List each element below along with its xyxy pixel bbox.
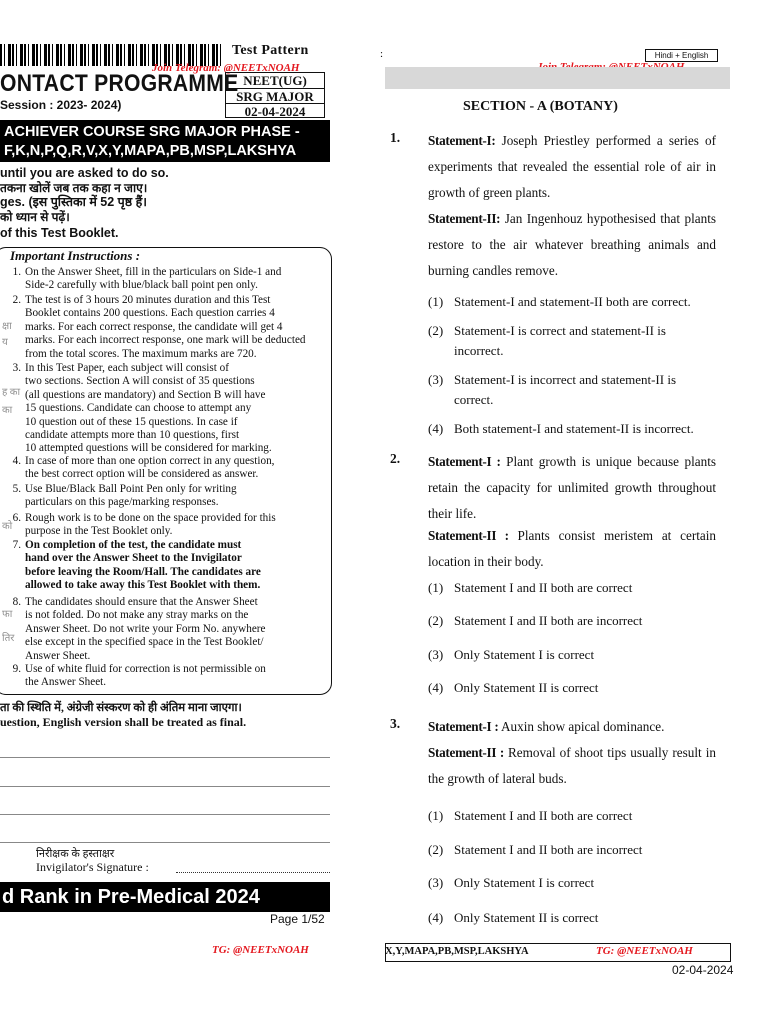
invigilator-signature-hindi: निरीक्षक के हस्ताक्षर	[36, 848, 115, 860]
instruction-line: Booklet contains 200 questions. Each question carries 4	[25, 307, 275, 320]
statement-label: Statement-II:	[428, 211, 501, 226]
statement-label: Statement-I :	[428, 454, 501, 469]
answer-option[interactable]	[428, 578, 716, 598]
answer-option[interactable]	[428, 370, 716, 410]
option-text: Statement I and II both are correct	[454, 808, 633, 823]
instruction-line: On the Answer Sheet, fill in the particulars on Side-1 and	[25, 266, 282, 278]
footer-course-text: X,Y,MAPA,PB,MSP,LAKSHYA	[385, 946, 529, 957]
option-number: (1)	[428, 294, 444, 309]
option-text: Statement-I is correct and statement-II is incorrect.	[454, 323, 666, 358]
edge-mark: :	[380, 48, 384, 60]
instruction-number: 7.	[12, 539, 21, 551]
english-final-note: uestion, English version shall be treated as final.	[0, 715, 247, 729]
instruction-line: from the total scores. The maximum marks are 720.	[25, 347, 257, 360]
instruction-item	[12, 539, 261, 593]
instruction-item	[12, 663, 266, 690]
question-number: 3.	[390, 716, 401, 731]
answer-option[interactable]	[428, 611, 716, 631]
instruction-item	[12, 512, 276, 539]
statement-text: Plants consist meristem at certain location in their body.	[428, 528, 716, 569]
instruction-line: hand over the Answer Sheet to the Invigilator	[25, 552, 242, 565]
instruction-number: 9.	[12, 663, 21, 675]
instruction-line: 15 questions. Candidate can choose to attempt any	[25, 402, 252, 415]
instruction-number: 2.	[12, 294, 21, 306]
telegram-link-top-left[interactable]: Join Telegram: @NEETxNOAH	[152, 62, 300, 74]
test-pattern-label: Test Pattern	[232, 43, 309, 58]
top-instruction-4: को ध्यान से पढ़ें।	[0, 210, 70, 224]
option-text: Statement I and II both are incorrect	[454, 842, 643, 857]
instruction-line: the Answer Sheet.	[25, 676, 107, 689]
statement-two	[428, 523, 716, 575]
instruction-line: The candidates should ensure that the Answer Sheet	[25, 596, 258, 608]
instruction-item	[12, 294, 306, 361]
instruction-line: before leaving the Room/Hall. The candidates are	[25, 565, 261, 578]
instruction-line: candidate attempts more than 10 questions, first	[25, 429, 240, 442]
instruction-line: Use of white fluid for correction is not permissible on	[25, 663, 266, 675]
option-text: Both statement-I and statement-II is incorrect.	[454, 421, 694, 436]
instruction-line: is not folded. Do not make any stray marks on the	[25, 609, 249, 622]
option-text: Only Statement II is correct	[454, 680, 599, 695]
question-number: 1.	[390, 130, 401, 145]
instruction-item	[12, 483, 237, 510]
statement-text: Removal of shoot tips usually result in the growth of lateral buds.	[428, 745, 716, 786]
instruction-line: marks. For each correct response, the candidate will get 4	[25, 320, 283, 333]
course-banner	[0, 120, 330, 162]
instruction-item	[12, 362, 272, 456]
language-tag: Hindi + English	[645, 49, 718, 62]
instruction-number: 1.	[12, 266, 21, 278]
instruction-line: Answer Sheet. Do not write your Form No. anywhere	[25, 622, 266, 635]
answer-option[interactable]	[428, 873, 716, 893]
instruction-line: On completion of the test, the candidate must	[25, 539, 242, 551]
bleed-through-mark: तिर	[2, 633, 15, 644]
statement-label: Statement-II :	[428, 745, 504, 760]
rank-banner: d Rank in Pre-Medical 2024	[0, 882, 330, 912]
instruction-line: In case of more than one option correct in any question,	[25, 455, 275, 467]
bleed-through-mark: ह का	[2, 387, 21, 398]
option-number: (1)	[428, 580, 444, 595]
instruction-line: (all questions are mandatory) and Section B will have	[25, 388, 266, 401]
option-text: Only Statement I is correct	[454, 875, 595, 890]
instruction-line: particulars on this page/marking responses.	[25, 496, 219, 509]
header-bar	[385, 67, 730, 89]
option-number: (3)	[428, 875, 444, 890]
option-number: (2)	[428, 613, 444, 628]
bleed-through-mark: का	[2, 405, 13, 416]
top-instruction-3: ges. (इस पुस्तिका में 52 पृष्ठ हैं।	[0, 195, 147, 209]
option-number: (2)	[428, 842, 444, 857]
hindi-final-note: ता की स्थिति में, अंग्रेजी संस्करण को ही अंतिम माना जाएगा।	[0, 702, 242, 714]
statement-label: Statement-I :	[428, 719, 499, 734]
statement-text: Jan Ingenhouz hypothesised that plants restore to the air whatever breathing animals and burning candles remove.	[428, 211, 716, 278]
bleed-through-mark: य	[2, 337, 8, 348]
instruction-line: In this Test Paper, each subject will consist of	[25, 362, 229, 374]
statement-one	[428, 449, 716, 527]
exam-name: NEET(UG)	[226, 73, 324, 89]
form-line	[0, 814, 330, 815]
course-line-1: ACHIEVER COURSE SRG MAJOR PHASE -	[4, 124, 300, 140]
form-line	[0, 757, 330, 758]
instruction-item	[12, 596, 266, 663]
statement-label: Statement-II :	[428, 528, 509, 543]
instructions-heading: Important Instructions :	[10, 248, 141, 263]
instruction-line: The test is of 3 hours 20 minutes duration and this Test	[25, 294, 271, 306]
option-number: (1)	[428, 808, 444, 823]
answer-option[interactable]	[428, 908, 716, 928]
option-number: (4)	[428, 680, 444, 695]
instruction-line: Rough work is to be done on the space provided for this	[25, 512, 276, 524]
statement-two	[428, 740, 716, 792]
instruction-number: 6.	[12, 512, 21, 524]
section-title: SECTION - A (BOTANY)	[463, 99, 618, 114]
instruction-line: 10 attempted questions will be considered for marking.	[25, 442, 272, 455]
statement-two	[428, 206, 716, 284]
instruction-item	[12, 266, 282, 293]
answer-option[interactable]	[428, 292, 716, 312]
exam-info-box	[225, 72, 325, 118]
instruction-line: two sections. Section A will consist of 35 questions	[25, 375, 255, 388]
instruction-line: Side-2 carefully with blue/black ball point pen only.	[25, 279, 258, 292]
question-number: 2.	[390, 451, 401, 466]
instruction-number: 5.	[12, 483, 21, 495]
top-instruction-1: until you are asked to do so.	[0, 166, 169, 180]
statement-text: Plant growth is unique because plants retain the capacity for unlimited growth throughout their life.	[428, 454, 716, 521]
statement-one	[428, 714, 716, 740]
instruction-line: marks. For each incorrect response, one mark will be deducted	[25, 334, 306, 347]
statement-text: Joseph Priestley performed a series of experiments that revealed the essential role of air in growth of green plants.	[428, 133, 716, 200]
signature-line[interactable]	[176, 872, 330, 873]
form-line	[0, 842, 330, 843]
option-number: (3)	[428, 372, 444, 387]
option-number: (4)	[428, 421, 444, 436]
bleed-through-mark: फा	[2, 609, 13, 620]
course-line-2: F,K,N,P,Q,R,V,X,Y,MAPA,PB,MSP,LAKSHYA	[4, 143, 297, 159]
statement-one	[428, 128, 716, 206]
exam-type: SRG MAJOR	[226, 89, 324, 105]
exam-date: 02-04-2024	[244, 104, 306, 120]
option-text: Only Statement I is correct	[454, 647, 595, 662]
instruction-number: 3.	[12, 362, 21, 374]
instruction-line: Use Blue/Black Ball Point Pen only for writing	[25, 483, 237, 495]
session-label: Session : 2023- 2024)	[0, 98, 122, 112]
option-text: Statement I and II both are incorrect	[454, 613, 643, 628]
telegram-link-bottom-left[interactable]: TG: @NEETxNOAH	[212, 944, 309, 956]
instruction-line: 10 question out of these 15 questions. In case if	[25, 415, 238, 428]
bleed-through-mark: क्षा	[2, 321, 12, 332]
statement-label: Statement-I:	[428, 133, 496, 148]
answer-option[interactable]	[428, 678, 716, 698]
footer-date: 02-04-2024	[672, 963, 734, 977]
option-text: Statement-I is incorrect and statement-II is correct.	[454, 372, 677, 407]
instruction-number: 4.	[12, 455, 21, 467]
page-number: Page 1/52	[270, 912, 325, 926]
instruction-line: the best correct option will be considered as answer.	[25, 468, 259, 481]
instruction-line: else except in the specified space in the Test Booklet/	[25, 636, 264, 649]
option-text: Only Statement II is correct	[454, 910, 599, 925]
answer-option[interactable]	[428, 419, 716, 439]
instruction-number: 8.	[12, 596, 21, 608]
instruction-line: allowed to take away this Test Booklet with them.	[25, 579, 261, 592]
option-number: (2)	[428, 323, 444, 338]
answer-option[interactable]	[428, 645, 716, 665]
bleed-through-mark: को	[2, 521, 13, 532]
answer-option[interactable]	[428, 321, 716, 361]
telegram-link-footer[interactable]: TG: @NEETxNOAH	[596, 945, 693, 957]
option-number: (4)	[428, 910, 444, 925]
option-number: (3)	[428, 647, 444, 662]
answer-option[interactable]	[428, 806, 716, 826]
instruction-line: Answer Sheet.	[25, 649, 91, 662]
option-text: Statement-I and statement-II both are correct.	[454, 294, 691, 309]
answer-option[interactable]	[428, 840, 716, 860]
statement-text: Auxin show apical dominance.	[501, 719, 665, 734]
top-instruction-2: तकना खोलें जब तक कहा न जाए।	[0, 181, 148, 195]
invigilator-signature-label: Invigilator's Signature :	[36, 860, 149, 874]
form-line	[0, 786, 330, 787]
instruction-item	[12, 455, 275, 482]
top-instruction-5: of this Test Booklet.	[0, 226, 119, 240]
instruction-line: purpose in the Test Booklet only.	[25, 525, 173, 538]
programme-title: ONTACT PROGRAMME	[0, 70, 239, 97]
option-text: Statement I and II both are correct	[454, 580, 633, 595]
